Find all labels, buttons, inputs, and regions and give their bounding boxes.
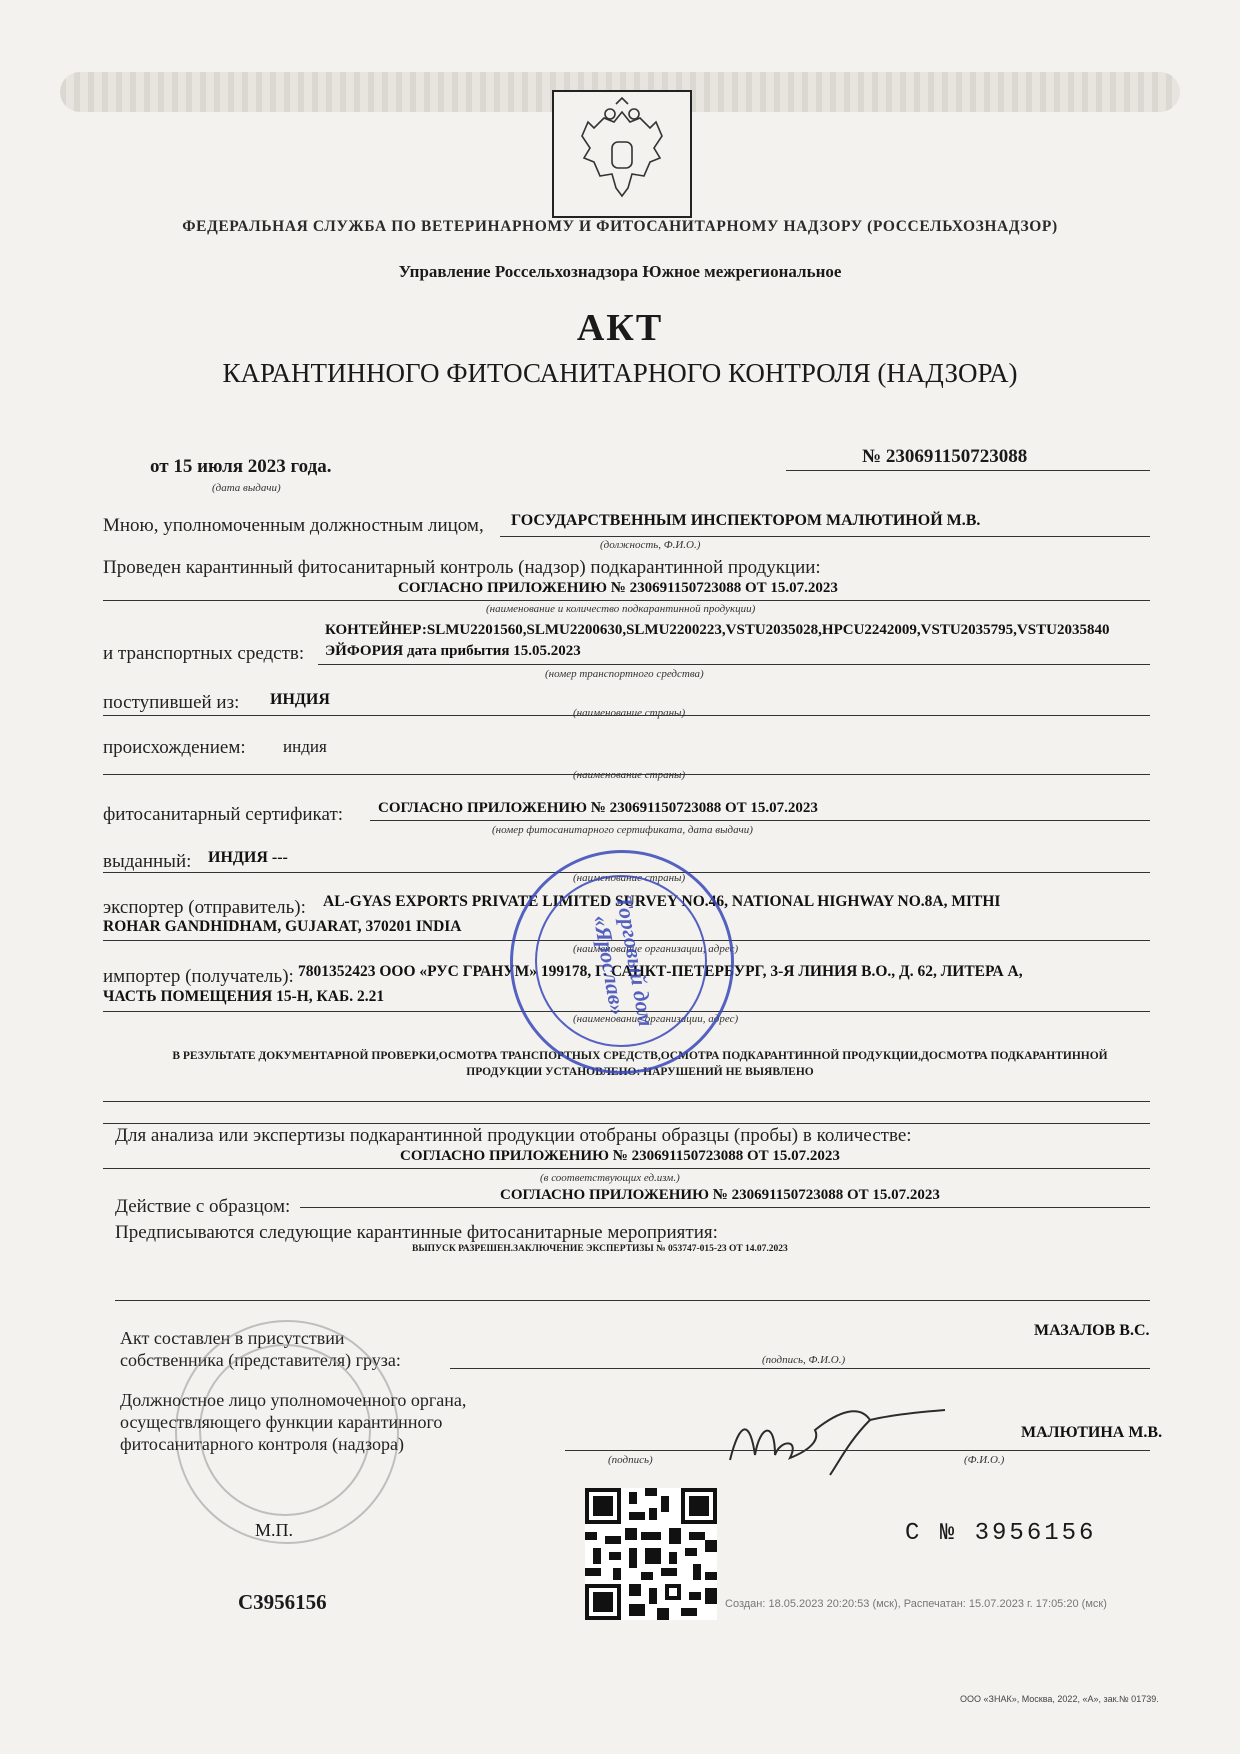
issued-caption: (наименование страны) <box>573 872 686 884</box>
qr-code <box>585 1488 717 1620</box>
exporter-value-1: AL-GYAS EXPORTS PRIVATE LIMITED SURVEY NO.46, NATIONAL HIGHWAY NO.8A, MITHI <box>323 893 1001 910</box>
result-line-rule-2 <box>103 1123 1150 1124</box>
blue-company-stamp <box>510 850 734 1074</box>
result-line-2: ПРОДУКЦИИ УСТАНОВЛЕНО: НАРУШЕНИЙ НЕ ВЫЯВЛЕНО <box>466 1066 814 1078</box>
measures-label: Предписываются следующие карантинные фитосанитарные мероприятия: <box>115 1222 718 1243</box>
result-line-rule-1 <box>103 1101 1150 1102</box>
serial-left: С3956156 <box>238 1590 327 1614</box>
from-value: ИНДИЯ <box>270 691 330 708</box>
document-number: № 230691150723088 <box>862 446 1028 467</box>
seal-place-label: М.П. <box>255 1520 294 1540</box>
origin-caption: (наименование страны) <box>573 769 686 781</box>
handwritten-signature <box>720 1400 950 1480</box>
certificate-value: СОГЛАСНО ПРИЛОЖЕНИЮ № 230691150723088 ОТ 15.07.2023 <box>378 800 818 816</box>
samples-value: СОГЛАСНО ПРИЛОЖЕНИЮ № 230691150723088 ОТ 15.07.2023 <box>400 1148 840 1164</box>
signature-caption: (подпись) <box>608 1454 653 1466</box>
official-line <box>565 1450 1150 1451</box>
control-caption: (наименование и количество подкарантинной продукции) <box>486 603 756 615</box>
importer-caption: (наименование организации, адрес) <box>573 1013 739 1025</box>
control-line <box>103 600 1150 601</box>
inspector-caption: (должность, Ф.И.О.) <box>600 539 701 551</box>
transport-caption: (номер транспортного средства) <box>545 668 704 680</box>
official-name: МАЛЮТИНА М.В. <box>1021 1424 1163 1441</box>
fio-caption: (Ф.И.О.) <box>964 1454 1005 1466</box>
agency-name: ФЕДЕРАЛЬНАЯ СЛУЖБА ПО ВЕТЕРИНАРНОМУ И ФИТОСАНИТАРНОМУ НАДЗОРУ (РОССЕЛЬХОЗНАДЗОР) <box>182 218 1058 235</box>
issued-value: ИНДИЯ --- <box>208 849 288 866</box>
from-caption: (наименование страны) <box>573 707 686 719</box>
importer-value-2: ЧАСТЬ ПОМЕЩЕНИЯ 15-Н, КАБ. 2.21 <box>103 988 385 1005</box>
official-label-2: осуществляющего функции карантинного <box>120 1412 443 1432</box>
owner-label-1: Акт составлен в присутствии <box>120 1328 345 1348</box>
issue-date-caption: (дата выдачи) <box>212 482 281 494</box>
action-line <box>300 1207 1150 1208</box>
issued-label: выданный: <box>103 851 192 872</box>
measures-line <box>115 1300 1150 1301</box>
samples-label: Для анализа или экспертизы подкарантинной продукции отобраны образцы (пробы) в количестве: <box>115 1125 912 1146</box>
official-label-1: Должностное лицо уполномоченного органа, <box>120 1390 467 1410</box>
certificate-caption: (номер фитосанитарного сертификата, дата выдачи) <box>492 824 753 836</box>
official-label-3: фитосанитарного контроля (надзора) <box>120 1434 405 1454</box>
exporter-label: экспортер (отправитель): <box>103 897 306 918</box>
owner-line <box>450 1368 1150 1369</box>
department-name: Управление Россельхознадзора Южное межрегиональное <box>398 262 842 281</box>
exporter-value-2: ROHAR GANDHIDHAM, GUJARAT, 370201 INDIA <box>103 918 462 935</box>
inspector-line <box>500 536 1150 537</box>
serial-right: С № 3956156 <box>905 1520 1097 1547</box>
transport-label: и транспортных средств: <box>103 643 305 664</box>
created-printed-line: Создан: 18.05.2023 20:20:53 (мск), Распечатан: 15.07.2023 г. 17:05:20 (мск) <box>725 1598 1107 1610</box>
exporter-caption: (наименование организации, адрес) <box>573 943 739 955</box>
owner-caption: (подпись, Ф.И.О.) <box>762 1354 846 1366</box>
transport-line <box>318 664 1150 665</box>
result-line-1: В РЕЗУЛЬТАТЕ ДОКУМЕНТАРНОЙ ПРОВЕРКИ,ОСМОТРА ТРАНСПОРТНЫХ СРЕДСТВ,ОСМОТРА ПОДКАРАНТИННОЙ ПРОДУКЦИИ,ДОСМОТРА ПОДКАРАНТИННОЙ <box>172 1050 1108 1062</box>
samples-caption: (в соответствующих ед.изм.) <box>540 1172 680 1184</box>
document-subtitle: КАРАНТИННОГО ФИТОСАНИТАРНОГО КОНТРОЛЯ (НАДЗОРА) <box>222 358 1018 388</box>
transport-value-1: КОНТЕЙНЕР:SLMU2201560,SLMU2200630,SLMU2200223,VSTU2035028,HPCU2242009,VSTU2035795,VSTU2035840 <box>325 622 1110 638</box>
owner-label-2: собственника (представителя) груза: <box>120 1350 401 1370</box>
origin-label: происхождением: <box>103 737 246 758</box>
action-label: Действие с образцом: <box>115 1196 291 1217</box>
control-label: Проведен карантинный фитосанитарный контроль (надзор) подкарантинной продукции: <box>103 557 821 578</box>
document-title: АКТ <box>576 307 664 349</box>
from-label: поступившей из: <box>103 692 240 713</box>
issue-date: от 15 июля 2023 года. <box>150 456 332 477</box>
control-value: СОГЛАСНО ПРИЛОЖЕНИЮ № 230691150723088 ОТ 15.07.2023 <box>398 580 838 596</box>
importer-label: импортер (получатель): <box>103 966 294 987</box>
stamp-text: Торговый дом «Ярослав» <box>588 893 660 1029</box>
certificate-label: фитосанитарный сертификат: <box>103 804 344 825</box>
printer-imprint: ООО «ЗНАК», Москва, 2022, «А», зак.№ 01739. <box>960 1694 1159 1704</box>
samples-line <box>103 1168 1150 1169</box>
transport-value-2: ЭЙФОРИЯ дата прибытия 15.05.2023 <box>325 643 581 659</box>
number-underline <box>786 470 1150 471</box>
certificate-line <box>370 820 1150 821</box>
inspector-label: Мною, уполномоченным должностным лицом, <box>103 515 484 536</box>
owner-name: МАЗАЛОВ В.С. <box>1034 1322 1150 1339</box>
origin-value: индия <box>283 737 327 756</box>
coat-of-arms-emblem <box>552 90 692 218</box>
action-value: СОГЛАСНО ПРИЛОЖЕНИЮ № 230691150723088 ОТ 15.07.2023 <box>500 1187 940 1203</box>
measures-value: ВЫПУСК РАЗРЕШЕН.ЗАКЛЮЧЕНИЕ ЭКСПЕРТИЗЫ № 053747-015-23 ОТ 14.07.2023 <box>412 1244 788 1254</box>
inspector-value: ГОСУДАРСТВЕННЫМ ИНСПЕКТОРОМ МАЛЮТИНОЙ М.В. <box>511 512 981 529</box>
importer-value-1: 7801352423 ООО «РУС ГРАНУМ» 199178, Г. САНКТ-ПЕТЕРБУРГ, 3-Я ЛИНИЯ В.О., Д. 62, ЛИТЕРА А, <box>298 963 1023 980</box>
